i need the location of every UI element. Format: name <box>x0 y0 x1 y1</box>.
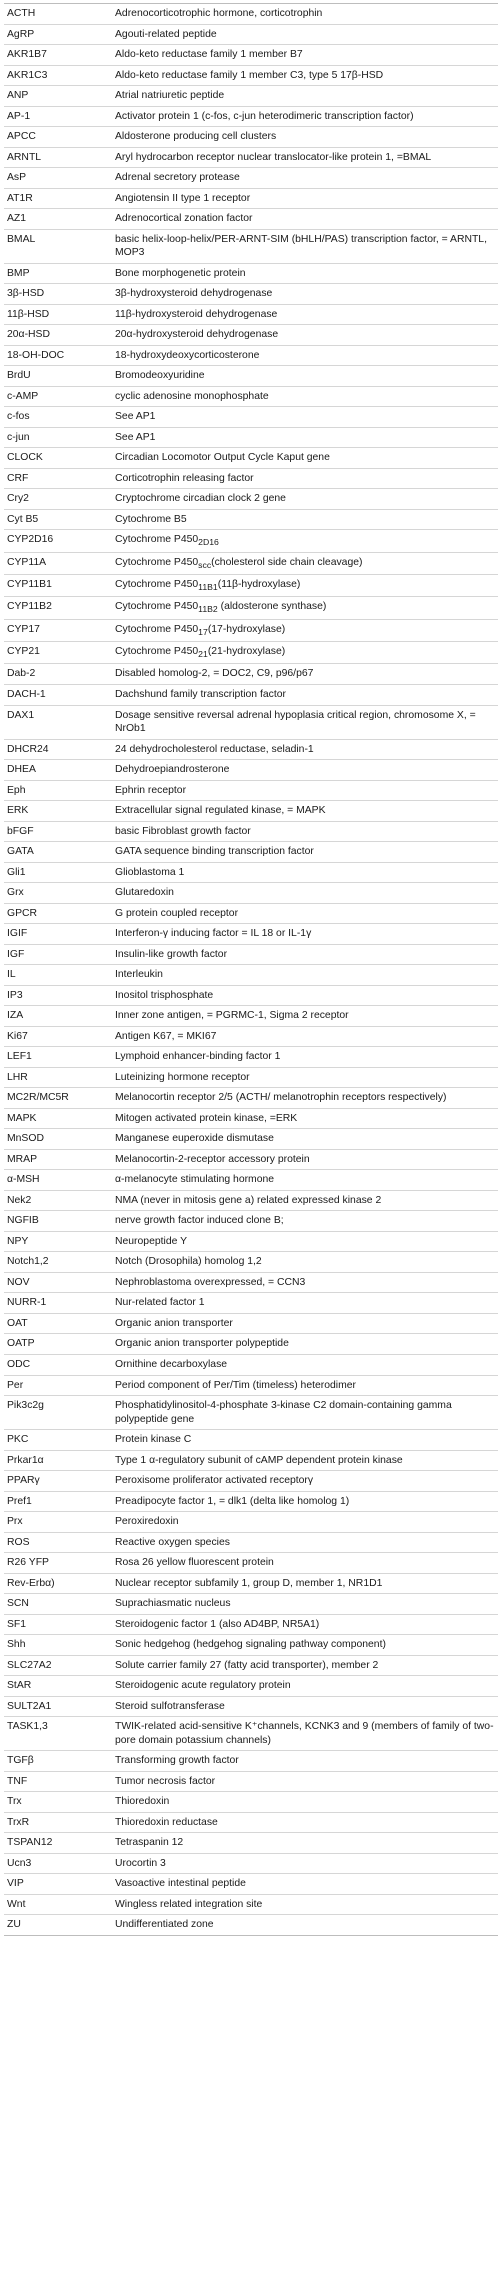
definition-cell: Undifferentiated zone <box>112 1915 498 1936</box>
table-row <box>4 1792 498 1813</box>
table-row <box>4 1717 498 1751</box>
table-row <box>4 842 498 863</box>
definition-cell: Neuropeptide Y <box>112 1231 498 1252</box>
definition-cell: Adrenocorticotrophic hormone, corticotrophin <box>112 4 498 25</box>
abbreviation-cell: AZ1 <box>4 209 112 230</box>
table-row <box>4 1450 498 1471</box>
table-row <box>4 780 498 801</box>
definition-cell: Angiotensin II type 1 receptor <box>112 188 498 209</box>
table-row <box>4 1129 498 1150</box>
table-row <box>4 188 498 209</box>
definition-cell <box>112 575 498 597</box>
abbreviation-cell: PKC <box>4 1430 112 1451</box>
abbreviation-cell: Gli1 <box>4 862 112 883</box>
definition-cell: Suprachiasmatic nucleus <box>112 1594 498 1615</box>
definition-tail: (21-hydroxylase) <box>207 646 286 658</box>
abbreviation-cell: TSPAN12 <box>4 1833 112 1854</box>
abbreviation-cell: Prx <box>4 1512 112 1533</box>
abbreviation-cell: AgRP <box>4 24 112 45</box>
abbreviation-cell: DACH-1 <box>4 684 112 705</box>
definition-cell: Thioredoxin <box>112 1792 498 1813</box>
abbreviation-cell: TASK1,3 <box>4 1717 112 1751</box>
definition-cell: Sonic hedgehog (hedgehog signaling pathway component) <box>112 1635 498 1656</box>
definition-cell: Luteinizing hormone receptor <box>112 1067 498 1088</box>
definition-cell: 18-hydroxydeoxycorticosterone <box>112 345 498 366</box>
abbreviation-cell: Cry2 <box>4 489 112 510</box>
definition-cell: Type 1 α-regulatory subunit of cAMP dependent protein kinase <box>112 1450 498 1471</box>
definition-text: Cytochrome P450 <box>115 534 199 546</box>
definition-cell: 11β-hydroxysteroid dehydrogenase <box>112 304 498 325</box>
table-row <box>4 1471 498 1492</box>
abbreviation-cell: Shh <box>4 1635 112 1656</box>
definition-subscript: 11B2 <box>198 604 218 615</box>
table-row <box>4 1512 498 1533</box>
definition-cell: Manganese euperoxide dismutase <box>112 1129 498 1150</box>
table-row <box>4 1375 498 1396</box>
table-row <box>4 664 498 685</box>
table-row <box>4 903 498 924</box>
abbreviation-cell: IL <box>4 965 112 986</box>
definition-cell: basic Fibroblast growth factor <box>112 821 498 842</box>
table-row <box>4 821 498 842</box>
definition-cell: Extracellular signal regulated kinase, = MAPK <box>112 801 498 822</box>
definition-subscript: scc <box>198 559 212 570</box>
definition-cell: Antigen K67, = MKI67 <box>112 1026 498 1047</box>
abbreviation-cell: ANP <box>4 86 112 107</box>
table-row <box>4 147 498 168</box>
abbreviation-cell: Wnt <box>4 1894 112 1915</box>
abbreviation-cell: Pik3c2g <box>4 1396 112 1430</box>
abbreviation-cell: MAPK <box>4 1108 112 1129</box>
table-row <box>4 1696 498 1717</box>
table-row <box>4 1067 498 1088</box>
abbreviation-cell: AKR1B7 <box>4 45 112 66</box>
definition-cell: Dehydroepiandrosterone <box>112 760 498 781</box>
table-row <box>4 24 498 45</box>
abbreviation-cell: SULT2A1 <box>4 1696 112 1717</box>
table-row <box>4 127 498 148</box>
definition-cell <box>112 619 498 641</box>
abbreviation-cell: IP3 <box>4 985 112 1006</box>
definition-cell: Aldo-keto reductase family 1 member B7 <box>112 45 498 66</box>
abbreviation-cell: NPY <box>4 1231 112 1252</box>
table-row <box>4 1108 498 1129</box>
abbreviation-cell: CLOCK <box>4 448 112 469</box>
definition-tail: (aldosterone synthase) <box>217 601 327 613</box>
definition-cell: G protein coupled receptor <box>112 903 498 924</box>
abbreviation-cell: c-jun <box>4 427 112 448</box>
definition-cell: Peroxisome proliferator activated receptorγ <box>112 1471 498 1492</box>
definition-cell: Thioredoxin reductase <box>112 1812 498 1833</box>
definition-cell: Mitogen activated protein kinase, =ERK <box>112 1108 498 1129</box>
abbreviation-cell: StAR <box>4 1676 112 1697</box>
table-row <box>4 86 498 107</box>
definition-tail: (cholesterol side chain cleavage) <box>211 556 363 568</box>
abbreviation-cell: CYP17 <box>4 619 112 641</box>
abbreviation-cell: DHCR24 <box>4 739 112 760</box>
table-row <box>4 168 498 189</box>
definition-cell: See AP1 <box>112 407 498 428</box>
table-row <box>4 1833 498 1854</box>
definition-cell: Transforming growth factor <box>112 1751 498 1772</box>
table-row <box>4 1894 498 1915</box>
table-row <box>4 924 498 945</box>
definition-cell: Adrenal secretory protease <box>112 168 498 189</box>
abbreviation-cell: ERK <box>4 801 112 822</box>
abbreviation-cell: Cyt B5 <box>4 509 112 530</box>
definition-cell: Tetraspanin 12 <box>112 1833 498 1854</box>
abbreviation-cell: R26 YFP <box>4 1553 112 1574</box>
definition-cell: Phosphatidylinositol-4-phosphate 3-kinase C2 domain-containing gamma polypeptide gene <box>112 1396 498 1430</box>
definition-cell: 20α-hydroxysteroid dehydrogenase <box>112 325 498 346</box>
definition-cell: Insulin-like growth factor <box>112 944 498 965</box>
abbreviation-cell: IGF <box>4 944 112 965</box>
abbreviation-cell: PPARγ <box>4 1471 112 1492</box>
table-row <box>4 965 498 986</box>
table-row <box>4 1553 498 1574</box>
definition-cell: Urocortin 3 <box>112 1853 498 1874</box>
definition-cell: Glutaredoxin <box>112 883 498 904</box>
table-row <box>4 345 498 366</box>
table-row <box>4 1915 498 1936</box>
table-row <box>4 1396 498 1430</box>
abbreviation-cell: CRF <box>4 468 112 489</box>
definition-cell: Nur-related factor 1 <box>112 1293 498 1314</box>
table-row <box>4 1853 498 1874</box>
definition-cell: Ephrin receptor <box>112 780 498 801</box>
definition-cell: 24 dehydrocholesterol reductase, seladin-1 <box>112 739 498 760</box>
definition-cell: Aldo-keto reductase family 1 member C3, type 5 17β-HSD <box>112 65 498 86</box>
definition-cell: Steroidogenic factor 1 (also AD4BP, NR5A1) <box>112 1614 498 1635</box>
abbreviation-cell: DAX1 <box>4 705 112 739</box>
table-row <box>4 1211 498 1232</box>
abbreviation-cell: Notch1,2 <box>4 1252 112 1273</box>
table-row <box>4 1355 498 1376</box>
definition-text: Cytochrome P450 <box>115 601 199 613</box>
definition-cell: Activator protein 1 (c-fos, c-jun heterodimeric transcription factor) <box>112 106 498 127</box>
definition-tail: (11β-hydroxylase) <box>217 579 301 591</box>
table-row <box>4 448 498 469</box>
table-row <box>4 325 498 346</box>
definition-cell: basic helix-loop-helix/PER-ARNT-SIM (bHLH/PAS) transcription factor, = ARNTL, MOP3 <box>112 229 498 263</box>
definition-cell: Steroidogenic acute regulatory protein <box>112 1676 498 1697</box>
abbreviation-cell: AT1R <box>4 188 112 209</box>
abbreviation-cell: LHR <box>4 1067 112 1088</box>
table-row <box>4 1812 498 1833</box>
abbreviation-cell: IGIF <box>4 924 112 945</box>
abbreviation-cell: SF1 <box>4 1614 112 1635</box>
abbreviation-cell: bFGF <box>4 821 112 842</box>
abbreviation-cell: Dab-2 <box>4 664 112 685</box>
table-row <box>4 4 498 25</box>
table-row <box>4 366 498 387</box>
abbreviation-cell: AP-1 <box>4 106 112 127</box>
definition-cell: Aldosterone producing cell clusters <box>112 127 498 148</box>
table-row <box>4 760 498 781</box>
table-row <box>4 597 498 619</box>
definition-subscript: 17 <box>198 626 208 637</box>
table-row <box>4 229 498 263</box>
abbreviation-cell: α-MSH <box>4 1170 112 1191</box>
table-row <box>4 1676 498 1697</box>
definition-cell: Aryl hydrocarbon receptor nuclear translocator-like protein 1, =BMAL <box>112 147 498 168</box>
table-row <box>4 1532 498 1553</box>
abbreviation-cell: 11β-HSD <box>4 304 112 325</box>
table-row <box>4 209 498 230</box>
definition-cell <box>112 552 498 574</box>
table-row <box>4 1047 498 1068</box>
definition-cell: Bone morphogenetic protein <box>112 263 498 284</box>
abbreviation-cell: TGFβ <box>4 1751 112 1772</box>
definition-text: Cytochrome P450 <box>115 623 199 635</box>
table-row <box>4 304 498 325</box>
table-row <box>4 862 498 883</box>
definition-cell: Steroid sulfotransferase <box>112 1696 498 1717</box>
abbreviation-cell: Prkar1α <box>4 1450 112 1471</box>
abbreviation-cell: BMP <box>4 263 112 284</box>
definition-cell: Agouti-related peptide <box>112 24 498 45</box>
definition-subscript: 2D16 <box>198 537 219 548</box>
abbreviation-cell: ARNTL <box>4 147 112 168</box>
definition-cell: TWIK-related acid-sensitive K⁺channels, KCNK3 and 9 (members of family of two-pore domain potassium channels) <box>112 1717 498 1751</box>
abbreviation-cell: Rev-Erbα) <box>4 1573 112 1594</box>
abbreviation-cell: CYP21 <box>4 642 112 664</box>
definition-cell: Reactive oxygen species <box>112 1532 498 1553</box>
abbreviation-cell: NGFIB <box>4 1211 112 1232</box>
table-row <box>4 944 498 965</box>
table-row <box>4 1026 498 1047</box>
table-row <box>4 284 498 305</box>
table-row <box>4 106 498 127</box>
definition-cell: cyclic adenosine monophosphate <box>112 386 498 407</box>
abbreviation-cell: TNF <box>4 1771 112 1792</box>
definition-cell: nerve growth factor induced clone B; <box>112 1211 498 1232</box>
definition-cell: Vasoactive intestinal peptide <box>112 1874 498 1895</box>
abbreviation-cell: Ki67 <box>4 1026 112 1047</box>
definition-cell: Nuclear receptor subfamily 1, group D, member 1, NR1D1 <box>112 1573 498 1594</box>
table-row <box>4 509 498 530</box>
table-row <box>4 1594 498 1615</box>
table-row <box>4 1655 498 1676</box>
abbreviation-cell: Trx <box>4 1792 112 1813</box>
table-row <box>4 1614 498 1635</box>
definition-cell: Bromodeoxyuridine <box>112 366 498 387</box>
table-row <box>4 263 498 284</box>
table-row <box>4 468 498 489</box>
abbreviation-cell: Ucn3 <box>4 1853 112 1874</box>
definition-cell: Peroxiredoxin <box>112 1512 498 1533</box>
table-row <box>4 1313 498 1334</box>
abbreviation-cell: LEF1 <box>4 1047 112 1068</box>
table-row <box>4 489 498 510</box>
definition-cell: Notch (Drosophila) homolog 1,2 <box>112 1252 498 1273</box>
table-row <box>4 1334 498 1355</box>
definition-cell: Nephroblastoma overexpressed, = CCN3 <box>112 1272 498 1293</box>
table-row <box>4 1006 498 1027</box>
definition-cell: Organic anion transporter polypeptide <box>112 1334 498 1355</box>
abbreviation-cell: MRAP <box>4 1149 112 1170</box>
abbreviation-cell: BrdU <box>4 366 112 387</box>
abbreviation-cell: MnSOD <box>4 1129 112 1150</box>
table-row <box>4 985 498 1006</box>
definition-cell: Tumor necrosis factor <box>112 1771 498 1792</box>
definition-cell: Preadipocyte factor 1, = dlk1 (delta like homolog 1) <box>112 1491 498 1512</box>
definition-cell: See AP1 <box>112 427 498 448</box>
table-row <box>4 407 498 428</box>
table-row <box>4 705 498 739</box>
table-row <box>4 1231 498 1252</box>
table-row <box>4 1088 498 1109</box>
abbreviation-cell: TrxR <box>4 1812 112 1833</box>
abbreviation-cell: Per <box>4 1375 112 1396</box>
abbreviation-cell: c-fos <box>4 407 112 428</box>
definition-cell: Inner zone antigen, = PGRMC-1, Sigma 2 receptor <box>112 1006 498 1027</box>
table-row <box>4 642 498 664</box>
definition-cell: Ornithine decarboxylase <box>112 1355 498 1376</box>
table-row <box>4 45 498 66</box>
definition-cell <box>112 530 498 552</box>
definition-cell: GATA sequence binding transcription factor <box>112 842 498 863</box>
definition-cell: Cryptochrome circadian clock 2 gene <box>112 489 498 510</box>
abbreviation-cell: 18-OH-DOC <box>4 345 112 366</box>
definition-cell: Disabled homolog-2, = DOC2, C9, p96/p67 <box>112 664 498 685</box>
table-row <box>4 1272 498 1293</box>
abbreviation-cell: ROS <box>4 1532 112 1553</box>
abbreviation-cell: IZA <box>4 1006 112 1027</box>
definition-text: Cytochrome P450 <box>115 556 199 568</box>
table-row <box>4 1874 498 1895</box>
definition-cell: Cytochrome B5 <box>112 509 498 530</box>
abbreviation-cell: CYP11B2 <box>4 597 112 619</box>
abbreviations-table-body <box>4 4 498 1936</box>
definition-cell: Period component of Per/Tim (timeless) heterodimer <box>112 1375 498 1396</box>
table-row <box>4 1771 498 1792</box>
definition-cell: Rosa 26 yellow fluorescent protein <box>112 1553 498 1574</box>
abbreviation-cell: c-AMP <box>4 386 112 407</box>
abbreviation-cell: ACTH <box>4 4 112 25</box>
definition-cell <box>112 642 498 664</box>
abbreviation-cell: CYP11A <box>4 552 112 574</box>
table-row <box>4 1573 498 1594</box>
abbreviation-cell: BMAL <box>4 229 112 263</box>
table-row <box>4 619 498 641</box>
table-row <box>4 801 498 822</box>
definition-cell: Protein kinase C <box>112 1430 498 1451</box>
abbreviation-cell: CYP11B1 <box>4 575 112 597</box>
abbreviation-cell: Pref1 <box>4 1491 112 1512</box>
definition-cell: 3β-hydroxysteroid dehydrogenase <box>112 284 498 305</box>
definition-cell: Wingless related integration site <box>112 1894 498 1915</box>
definition-cell: NMA (never in mitosis gene a) related expressed kinase 2 <box>112 1190 498 1211</box>
definition-text: Cytochrome P450 <box>115 646 199 658</box>
abbreviation-cell: MC2R/MC5R <box>4 1088 112 1109</box>
table-row <box>4 65 498 86</box>
definition-cell: Dosage sensitive reversal adrenal hypoplasia critical region, chromosome X, = NrOb1 <box>112 705 498 739</box>
abbreviations-table <box>4 3 498 1936</box>
abbreviation-cell: 3β-HSD <box>4 284 112 305</box>
definition-cell: Interferon-γ inducing factor = IL 18 or IL-1γ <box>112 924 498 945</box>
table-row <box>4 883 498 904</box>
abbreviation-cell: Eph <box>4 780 112 801</box>
abbreviation-cell: GPCR <box>4 903 112 924</box>
definition-cell: Adrenocortical zonation factor <box>112 209 498 230</box>
definition-cell: Solute carrier family 27 (fatty acid transporter), member 2 <box>112 1655 498 1676</box>
definition-tail: (17-hydroxylase) <box>207 623 286 635</box>
definition-cell <box>112 597 498 619</box>
abbreviation-cell: NOV <box>4 1272 112 1293</box>
table-row <box>4 575 498 597</box>
abbreviation-cell: VIP <box>4 1874 112 1895</box>
abbreviation-cell: Nek2 <box>4 1190 112 1211</box>
table-row <box>4 1170 498 1191</box>
definition-text: Cytochrome P450 <box>115 579 199 591</box>
definition-subscript: 21 <box>198 649 208 660</box>
table-row <box>4 739 498 760</box>
table-row <box>4 530 498 552</box>
abbreviation-cell: ODC <box>4 1355 112 1376</box>
definition-cell: Interleukin <box>112 965 498 986</box>
table-row <box>4 427 498 448</box>
table-row <box>4 552 498 574</box>
definition-cell: Inositol trisphosphate <box>112 985 498 1006</box>
abbreviation-cell: OATP <box>4 1334 112 1355</box>
abbreviation-cell: Grx <box>4 883 112 904</box>
abbreviation-cell: CYP2D16 <box>4 530 112 552</box>
definition-cell: Dachshund family transcription factor <box>112 684 498 705</box>
abbreviation-cell: 20α-HSD <box>4 325 112 346</box>
table-row <box>4 1491 498 1512</box>
abbreviation-cell: OAT <box>4 1313 112 1334</box>
definition-cell: Circadian Locomotor Output Cycle Kaput gene <box>112 448 498 469</box>
abbreviation-cell: SLC27A2 <box>4 1655 112 1676</box>
table-row <box>4 1252 498 1273</box>
table-row <box>4 1751 498 1772</box>
definition-subscript: 11B1 <box>198 582 218 593</box>
abbreviation-cell: SCN <box>4 1594 112 1615</box>
table-row <box>4 386 498 407</box>
abbreviation-cell: AKR1C3 <box>4 65 112 86</box>
abbreviation-cell: AsP <box>4 168 112 189</box>
table-row <box>4 1190 498 1211</box>
abbreviation-cell: ZU <box>4 1915 112 1936</box>
definition-cell: Corticotrophin releasing factor <box>112 468 498 489</box>
definition-cell: Lymphoid enhancer-binding factor 1 <box>112 1047 498 1068</box>
table-row <box>4 1635 498 1656</box>
definition-cell: Melanocortin-2-receptor accessory protein <box>112 1149 498 1170</box>
abbreviation-cell: NURR-1 <box>4 1293 112 1314</box>
definition-cell: Atrial natriuretic peptide <box>112 86 498 107</box>
abbreviation-cell: APCC <box>4 127 112 148</box>
table-row <box>4 1149 498 1170</box>
abbreviation-cell: DHEA <box>4 760 112 781</box>
definition-cell: Melanocortin receptor 2/5 (ACTH/ melanotrophin receptors respectively) <box>112 1088 498 1109</box>
abbreviation-cell: GATA <box>4 842 112 863</box>
table-row <box>4 1430 498 1451</box>
table-row <box>4 684 498 705</box>
definition-cell: Glioblastoma 1 <box>112 862 498 883</box>
table-row <box>4 1293 498 1314</box>
definition-cell: Organic anion transporter <box>112 1313 498 1334</box>
definition-cell: α-melanocyte stimulating hormone <box>112 1170 498 1191</box>
